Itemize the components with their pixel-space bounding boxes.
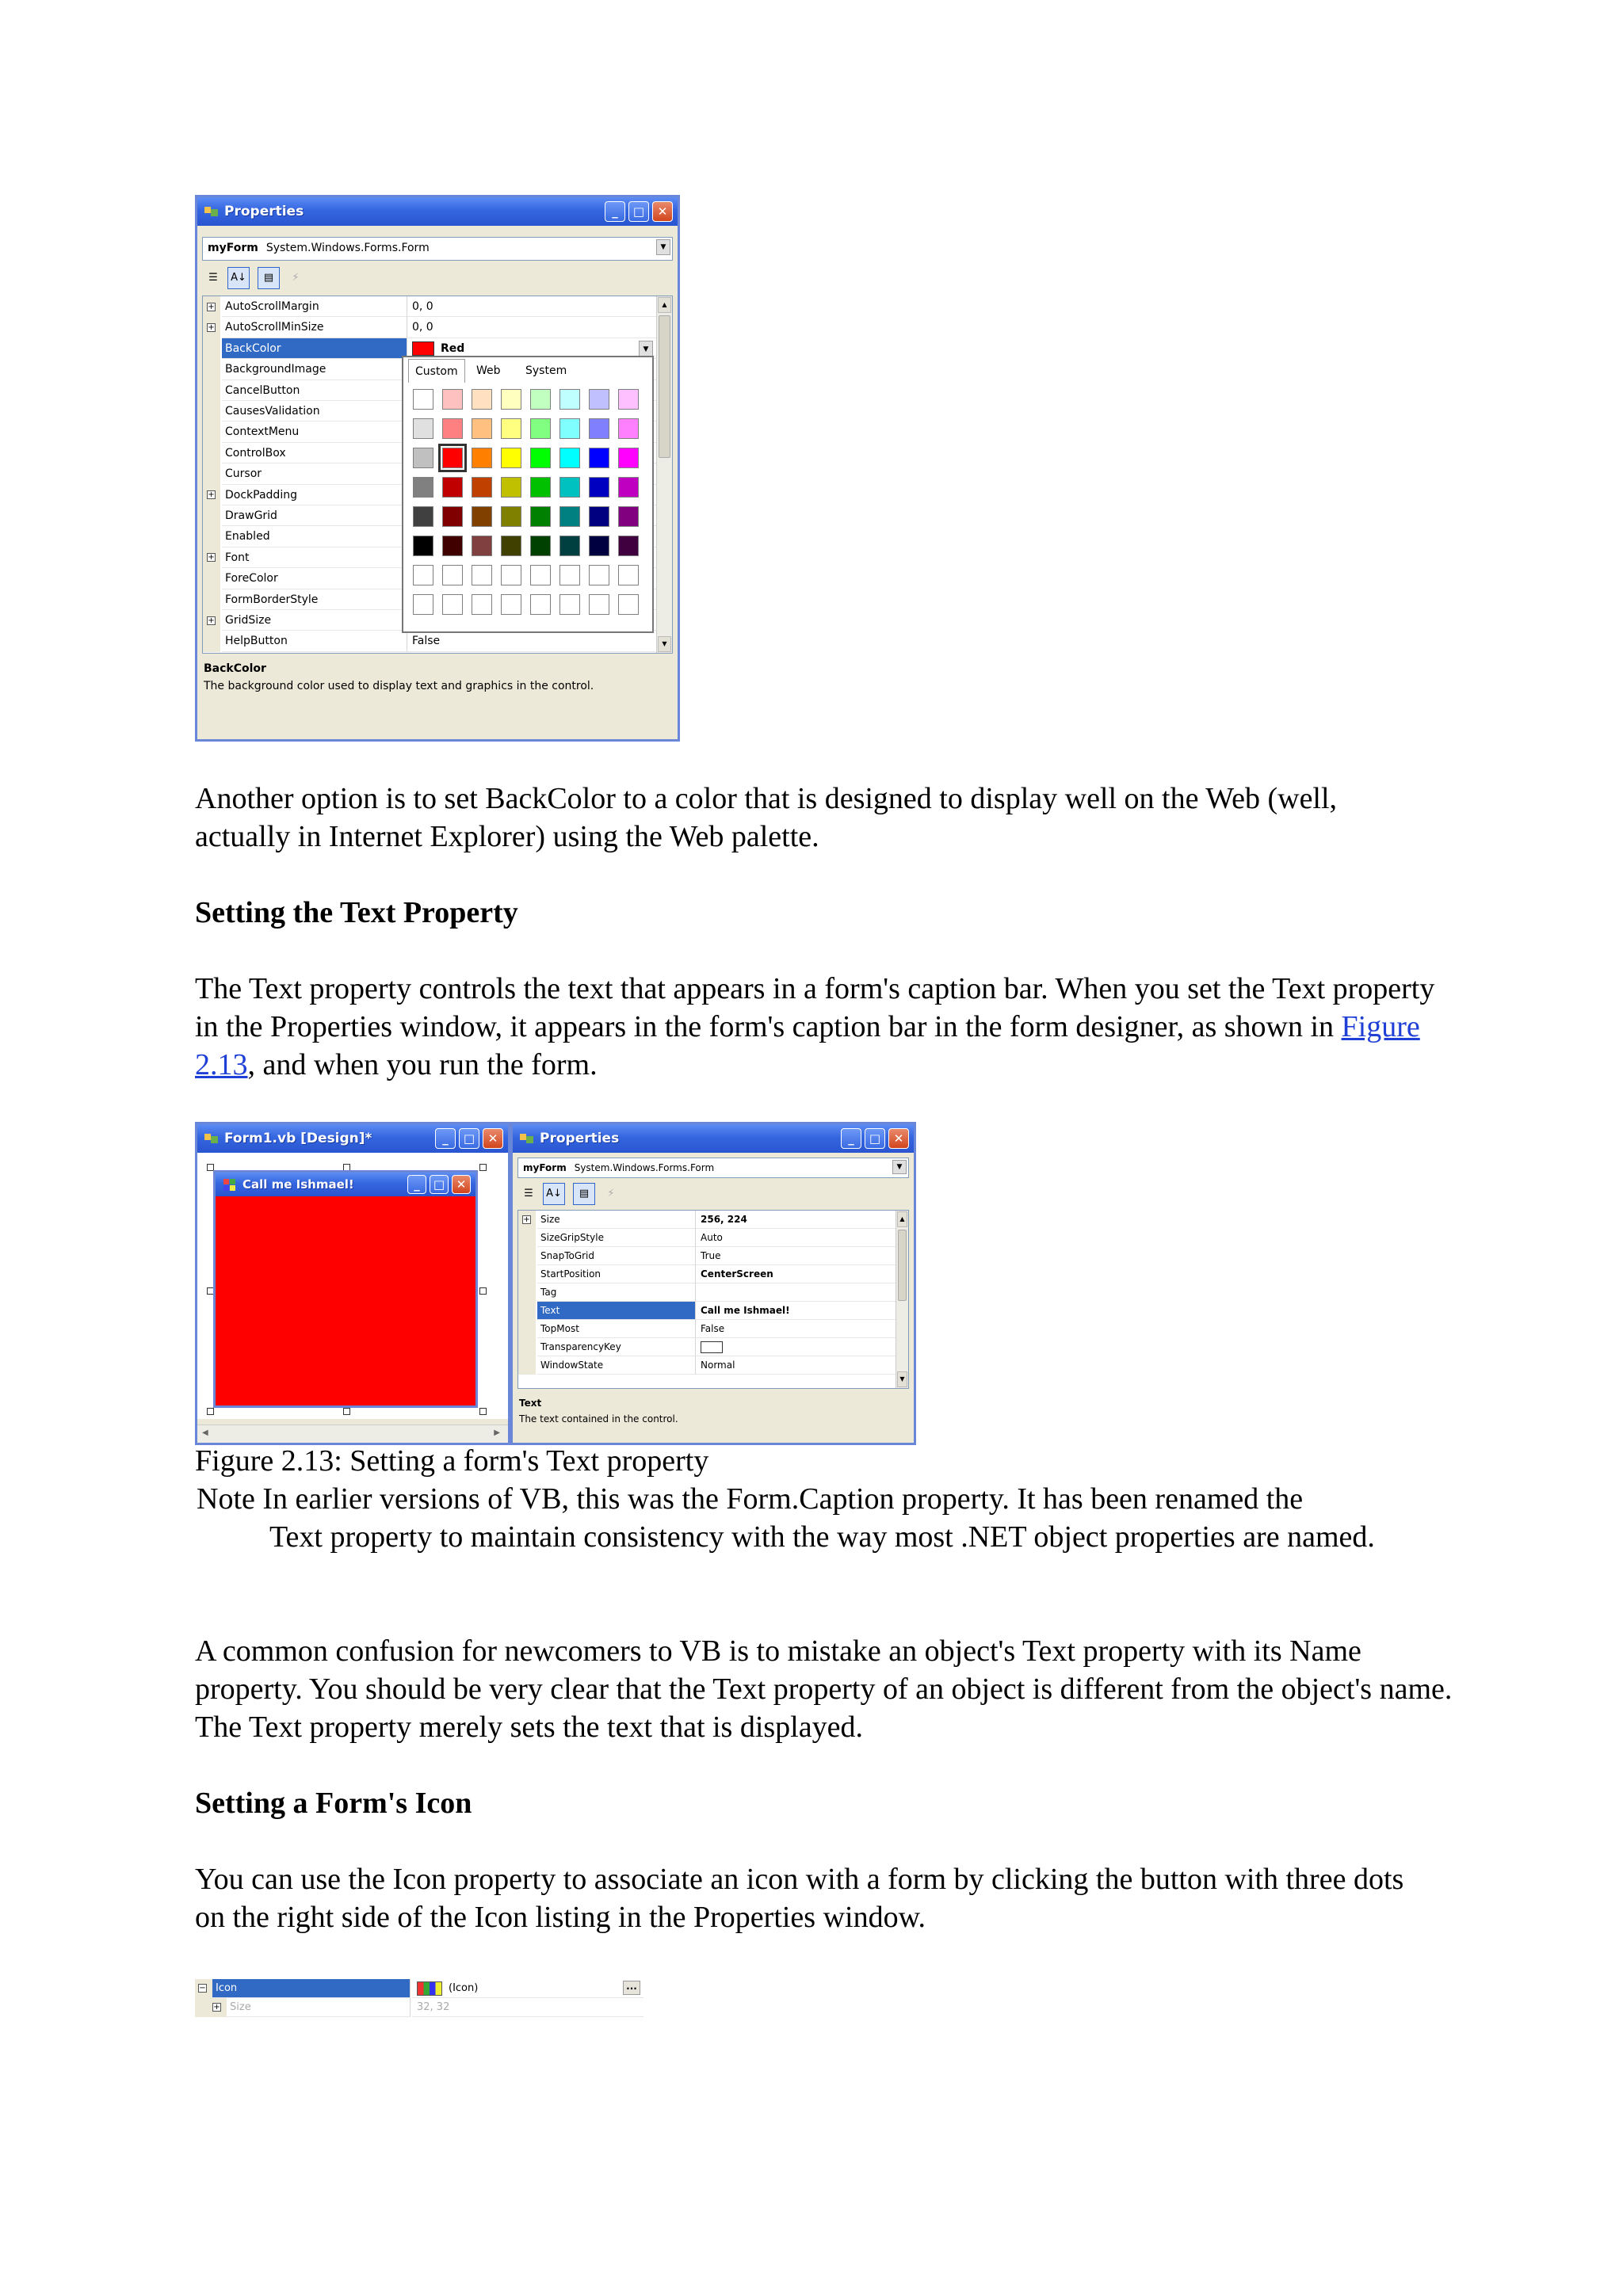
scroll-thumb[interactable] — [898, 1230, 907, 1301]
property-name: DrawGrid — [222, 505, 407, 526]
description-text: The background color used to display text and graphics in the control. — [204, 680, 594, 692]
form-designer-window — [195, 1122, 510, 1445]
color-swatch[interactable] — [530, 389, 551, 410]
property-value[interactable] — [696, 1211, 896, 1229]
color-swatch[interactable] — [501, 594, 521, 615]
property-name: ContextMenu — [222, 421, 407, 442]
paragraph-text-property — [195, 970, 1463, 1084]
property-value-text: Normal — [701, 1360, 735, 1371]
color-swatch[interactable] — [472, 477, 492, 498]
row-gutter — [518, 1338, 536, 1356]
color-swatch[interactable] — [442, 389, 463, 410]
categorized-icon-2[interactable]: ☰ — [524, 1188, 533, 1199]
form-client-area — [216, 1196, 475, 1405]
row-gutter — [518, 1320, 536, 1338]
property-row[interactable] — [195, 1979, 643, 1998]
events-icon[interactable]: ⚡ — [292, 272, 300, 284]
palette-tab-system[interactable]: System — [525, 364, 567, 377]
color-swatch[interactable] — [559, 594, 580, 615]
property-name: Text — [537, 1302, 696, 1320]
color-swatch[interactable] — [559, 565, 580, 585]
property-name: Tag — [537, 1283, 696, 1302]
property-row[interactable] — [518, 1356, 896, 1375]
color-swatch[interactable] — [618, 506, 639, 527]
object-type-2: System.Windows.Forms.Form — [574, 1162, 715, 1173]
object-type: System.Windows.Forms.Form — [265, 242, 430, 254]
color-swatch[interactable] — [472, 418, 492, 439]
row-gutter — [203, 338, 220, 359]
color-swatch[interactable] — [559, 536, 580, 556]
figure-caption: Figure 2.13: Setting a form's Text property — [195, 1444, 709, 1478]
window-title: Properties — [224, 204, 304, 219]
color-swatch[interactable] — [442, 448, 463, 468]
paragraph-text-property-tail: , and when you run the form. — [247, 1048, 598, 1081]
note-continuation: Text property to maintain consistency with the way most .NET object properties are named. — [269, 1520, 1375, 1554]
description-panel — [204, 660, 671, 695]
close-button[interactable]: ✕ — [652, 201, 673, 222]
color-swatch[interactable] — [501, 506, 521, 527]
scroll-right-icon[interactable]: ▶ — [494, 1428, 500, 1437]
property-value[interactable] — [696, 1302, 896, 1320]
property-value-text: Red — [441, 341, 465, 355]
property-value-text: 32, 32 — [417, 2001, 450, 2013]
color-swatch-icon — [412, 341, 434, 356]
property-name: Icon — [212, 1979, 411, 1998]
property-row[interactable] — [518, 1320, 896, 1338]
properties2-toolbar — [517, 1183, 909, 1207]
property-value-text: True — [701, 1250, 721, 1261]
description-text-2: The text contained in the control. — [519, 1413, 678, 1425]
property-name: Cursor — [222, 463, 407, 484]
property-row[interactable] — [518, 1265, 896, 1283]
color-swatch[interactable] — [589, 565, 609, 585]
object-name: myForm — [208, 242, 258, 254]
color-swatch[interactable] — [618, 389, 639, 410]
designed-form-titlebar — [216, 1173, 475, 1196]
scroll-up-icon[interactable]: ▲ — [897, 1211, 907, 1227]
resize-handle[interactable] — [479, 1164, 487, 1171]
paragraph-web-palette: Another option is to set BackColor to a color that is designed to display well on the Web (well, actually in Internet Explorer) using the Web palette. — [195, 782, 1338, 853]
color-swatch[interactable] — [589, 389, 609, 410]
property-row[interactable] — [203, 317, 656, 338]
properties-icon-2[interactable]: ▤ — [573, 1183, 595, 1205]
property-value[interactable] — [696, 1338, 896, 1356]
color-swatch[interactable] — [442, 594, 463, 615]
color-swatch[interactable] — [413, 506, 433, 527]
resize-handle[interactable] — [479, 1287, 487, 1295]
resize-handle[interactable] — [479, 1408, 487, 1415]
property-row[interactable] — [203, 296, 656, 317]
property-name: BackgroundImage — [222, 359, 407, 379]
property-value[interactable] — [696, 1356, 896, 1375]
categorized-icon[interactable]: ☰ — [208, 272, 218, 284]
property-value-text: 256, 224 — [701, 1214, 747, 1225]
scroll-down-icon[interactable]: ▼ — [658, 636, 671, 652]
row-gutter — [203, 443, 220, 463]
color-swatch[interactable] — [589, 477, 609, 498]
chevron-down-icon-2[interactable]: ▼ — [892, 1160, 907, 1174]
property-row[interactable] — [195, 1998, 643, 2017]
events-icon-2[interactable]: ⚡ — [607, 1188, 615, 1199]
properties-window-figure — [195, 195, 680, 742]
color-swatch[interactable] — [530, 477, 551, 498]
ellipsis-button[interactable]: ... — [623, 1981, 640, 1995]
property-value[interactable] — [407, 296, 656, 317]
row-gutter — [203, 401, 220, 421]
row-gutter — [203, 631, 220, 651]
color-swatch[interactable] — [413, 389, 433, 410]
property-value[interactable] — [412, 1979, 643, 1998]
color-swatch[interactable] — [559, 448, 580, 468]
property-value[interactable] — [696, 1320, 896, 1338]
properties-window-icon — [204, 204, 220, 219]
scroll-thumb[interactable] — [659, 315, 670, 458]
color-swatch[interactable] — [442, 477, 463, 498]
property-name: AutoScrollMinSize — [222, 317, 407, 338]
properties-window-text — [510, 1122, 916, 1445]
property-value[interactable] — [412, 1998, 643, 2017]
expand-icon[interactable]: + — [208, 490, 215, 500]
property-value-text: False — [412, 635, 441, 648]
row-gutter — [195, 1998, 227, 2017]
color-swatch[interactable] — [413, 594, 433, 615]
row-gutter — [203, 526, 220, 547]
paragraph-name-vs-text: A common confusion for newcomers to VB is to mistake an object's Text property with its Name property. You should be very clear that the Text property of an object is different from the object's name. The Text property merely sets the text that is displayed. — [195, 1634, 1453, 1744]
description-panel-2 — [519, 1395, 907, 1427]
palette-tab-web[interactable]: Web — [476, 364, 501, 377]
color-swatch[interactable] — [413, 565, 433, 585]
properties-icon[interactable]: ▤ — [258, 267, 280, 289]
property-value[interactable] — [696, 1265, 896, 1283]
properties2-titlebar — [513, 1124, 914, 1153]
note-block — [197, 1480, 1433, 1594]
color-swatch[interactable] — [530, 536, 551, 556]
property-name: StartPosition — [537, 1265, 696, 1283]
color-picker-tabs — [403, 357, 652, 384]
note-label: Note — [197, 1482, 255, 1516]
color-swatch[interactable] — [559, 389, 580, 410]
property-value-text: (Icon) — [449, 1982, 479, 1994]
color-swatch[interactable] — [559, 418, 580, 439]
row-gutter — [518, 1283, 536, 1302]
color-swatch[interactable] — [472, 448, 492, 468]
scroll-left-icon[interactable]: ◀ — [202, 1428, 208, 1437]
property-value[interactable] — [696, 1283, 896, 1302]
expand-icon[interactable]: + — [213, 2003, 220, 2012]
designed-form[interactable] — [213, 1170, 478, 1408]
color-swatch[interactable] — [618, 448, 639, 468]
properties2-window-icon — [519, 1131, 535, 1146]
color-swatch[interactable] — [413, 477, 433, 498]
property-value-text: CenterScreen — [701, 1268, 773, 1280]
property-name: Enabled — [222, 526, 407, 547]
color-picker-popup — [402, 356, 654, 633]
property-name: FormBorderStyle — [222, 589, 407, 610]
color-swatch[interactable] — [530, 506, 551, 527]
palette-tab-custom[interactable]: Custom — [408, 359, 465, 383]
color-swatch[interactable] — [559, 477, 580, 498]
color-swatch[interactable] — [530, 565, 551, 585]
color-swatch[interactable] — [472, 536, 492, 556]
color-swatch-icon — [701, 1341, 723, 1353]
row-gutter — [203, 568, 220, 589]
alphabetical-icon-2[interactable]: A↓ — [543, 1183, 565, 1205]
row-gutter — [518, 1229, 536, 1247]
form-caption: Call me Ishmael! — [242, 1177, 354, 1192]
property-row[interactable] — [518, 1302, 896, 1320]
resize-handle[interactable] — [207, 1408, 214, 1415]
chevron-down-icon[interactable]: ▼ — [656, 239, 670, 255]
color-swatch[interactable] — [530, 448, 551, 468]
color-swatch[interactable] — [589, 536, 609, 556]
icon-property-snippet — [195, 1979, 643, 2020]
property-row[interactable] — [203, 631, 656, 651]
property-name: SizeGripStyle — [537, 1229, 696, 1247]
color-swatch[interactable] — [501, 389, 521, 410]
color-swatch[interactable] — [530, 594, 551, 615]
color-swatch[interactable] — [501, 418, 521, 439]
alphabetical-icon[interactable]: A↓ — [227, 267, 250, 289]
note-first-line: In earlier versions of VB, this was the Form.Caption property. It has been renamed the — [262, 1482, 1304, 1516]
designer-titlebar — [197, 1124, 508, 1153]
expand-icon[interactable]: + — [208, 323, 215, 333]
row-gutter — [518, 1356, 536, 1375]
form-icon — [222, 1177, 238, 1192]
properties-titlebar — [197, 197, 678, 226]
color-swatch[interactable] — [618, 418, 639, 439]
object-selector-dropdown[interactable] — [202, 237, 673, 261]
designer-maximize-button[interactable]: □ — [459, 1128, 479, 1149]
designer-title: Form1.vb [Design]* — [224, 1131, 372, 1146]
color-swatch[interactable] — [413, 536, 433, 556]
property-row[interactable] — [518, 1247, 896, 1265]
property-row[interactable] — [518, 1211, 896, 1229]
row-gutter — [518, 1247, 536, 1265]
color-swatch[interactable] — [618, 565, 639, 585]
figure-link[interactable]: Figure 2.13 — [195, 1010, 1420, 1081]
color-swatch[interactable] — [618, 594, 639, 615]
expand-icon[interactable]: + — [208, 302, 215, 311]
color-swatch[interactable] — [442, 418, 463, 439]
color-swatch[interactable] — [472, 594, 492, 615]
properties2-title: Properties — [540, 1131, 620, 1146]
property-name: Size — [537, 1211, 696, 1229]
color-swatch[interactable] — [442, 536, 463, 556]
color-swatch[interactable] — [413, 448, 433, 468]
property-value-text: Call me Ishmael! — [701, 1305, 790, 1316]
color-swatch[interactable] — [589, 594, 609, 615]
heading-form-icon: Setting a Form's Icon — [195, 1787, 472, 1820]
property-name: TransparencyKey — [537, 1338, 696, 1356]
row-gutter — [203, 463, 220, 484]
color-swatch[interactable] — [589, 506, 609, 527]
designer-window-icon — [204, 1131, 220, 1146]
vertical-scrollbar[interactable] — [896, 1211, 908, 1388]
property-value[interactable] — [407, 317, 656, 338]
minimize-button[interactable]: _ — [605, 201, 625, 222]
expand-icon[interactable]: − — [199, 1984, 206, 1993]
properties2-close-button[interactable]: ✕ — [888, 1128, 909, 1149]
expand-icon[interactable]: + — [208, 616, 215, 625]
properties-toolbar — [202, 267, 673, 292]
property-name: Font — [222, 547, 407, 568]
color-swatch[interactable] — [472, 506, 492, 527]
property-value[interactable] — [407, 631, 656, 651]
property-name: GridSize — [222, 610, 407, 631]
property-name: ControlBox — [222, 443, 407, 463]
color-swatch[interactable] — [589, 448, 609, 468]
designer-horizontal-scrollbar[interactable] — [197, 1425, 508, 1443]
scroll-down-icon[interactable]: ▼ — [897, 1371, 907, 1387]
color-swatch[interactable] — [442, 506, 463, 527]
object-selector-dropdown-2[interactable] — [517, 1158, 909, 1178]
property-value-text: 0, 0 — [412, 321, 433, 334]
form-minimize-button[interactable]: _ — [407, 1175, 426, 1194]
color-swatch[interactable] — [442, 565, 463, 585]
color-swatch[interactable] — [413, 418, 433, 439]
color-swatch[interactable] — [530, 418, 551, 439]
property-value-text: Auto — [701, 1232, 723, 1243]
row-gutter — [203, 421, 220, 442]
heading-text-property: Setting the Text Property — [195, 896, 518, 929]
property-row[interactable] — [518, 1283, 896, 1302]
row-gutter — [518, 1302, 536, 1320]
property-value-text: 0, 0 — [412, 300, 433, 313]
property-name: ForeColor — [222, 568, 407, 589]
expand-icon[interactable]: + — [523, 1215, 530, 1224]
row-gutter — [203, 359, 220, 379]
property-value-text: False — [701, 1323, 725, 1334]
designer-close-button[interactable]: ✕ — [483, 1128, 503, 1149]
row-gutter — [203, 505, 220, 526]
color-swatch[interactable] — [559, 506, 580, 527]
color-swatch[interactable] — [501, 565, 521, 585]
properties2-maximize-button[interactable]: □ — [865, 1128, 885, 1149]
paragraph-icon-property: You can use the Icon property to associate an icon with a form by clicking the button with three dots on the right side of the Icon listing in the Properties window. — [195, 1863, 1404, 1934]
property-row[interactable] — [518, 1229, 896, 1247]
paragraph-text-property-lead: The Text property controls the text that appears in a form's caption bar. When you set the Text property in the Properties window, it appears in the form's caption bar in the form designer, as shown in — [195, 972, 1435, 1043]
property-name: WindowState — [537, 1356, 696, 1375]
maximize-button[interactable]: □ — [628, 201, 649, 222]
row-gutter — [203, 589, 220, 610]
properties2-minimize-button[interactable]: _ — [841, 1128, 861, 1149]
property-value[interactable] — [696, 1247, 896, 1265]
property-name: BackColor — [222, 338, 407, 359]
resize-handle[interactable] — [343, 1408, 350, 1415]
expand-icon[interactable]: + — [208, 553, 215, 563]
color-swatch[interactable] — [501, 448, 521, 468]
property-name: Size — [227, 1998, 411, 2017]
color-swatch[interactable] — [618, 477, 639, 498]
property-name: DockPadding — [222, 485, 407, 505]
designer-surface — [197, 1153, 508, 1419]
property-name: CancelButton — [222, 380, 407, 401]
property-name: SnapToGrid — [537, 1247, 696, 1265]
object-name-2: myForm — [523, 1162, 567, 1173]
designer-minimize-button[interactable]: _ — [435, 1128, 456, 1149]
property-name: TopMost — [537, 1320, 696, 1338]
color-swatch[interactable] — [501, 477, 521, 498]
scroll-up-icon[interactable]: ▲ — [658, 297, 671, 313]
color-swatch[interactable] — [589, 418, 609, 439]
form-close-button[interactable]: ✕ — [452, 1175, 471, 1194]
color-swatch[interactable] — [472, 389, 492, 410]
property-grid-2 — [517, 1210, 909, 1389]
property-value[interactable] — [696, 1229, 896, 1247]
color-swatch[interactable] — [501, 536, 521, 556]
chevron-down-icon[interactable]: ▼ — [639, 341, 653, 357]
property-name: HelpButton — [222, 631, 407, 651]
description-title-2: Text — [519, 1398, 542, 1409]
row-gutter — [203, 380, 220, 401]
icon-preview-icon — [417, 1981, 442, 1996]
property-row[interactable] — [518, 1338, 896, 1356]
vertical-scrollbar[interactable] — [656, 296, 672, 653]
property-name: CausesValidation — [222, 401, 407, 421]
property-name: AutoScrollMargin — [222, 296, 407, 317]
description-title: BackColor — [204, 662, 266, 675]
color-swatch[interactable] — [472, 565, 492, 585]
row-gutter — [518, 1265, 536, 1283]
form-maximize-button[interactable]: □ — [430, 1175, 449, 1194]
color-swatch[interactable] — [618, 536, 639, 556]
